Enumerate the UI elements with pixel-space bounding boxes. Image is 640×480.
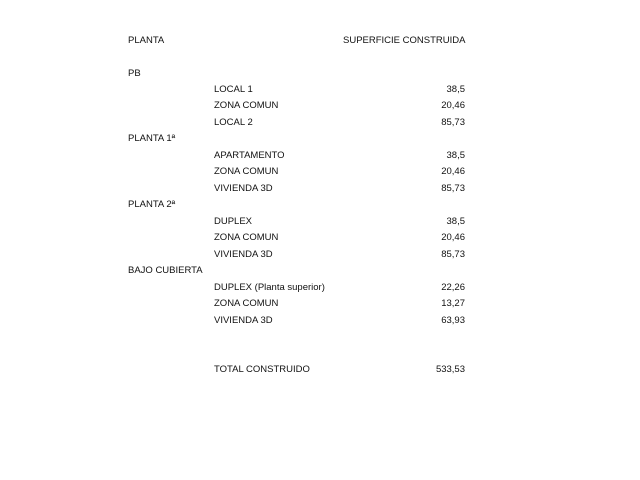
- row-value: 63,93: [441, 315, 465, 326]
- row-label: DUPLEX: [214, 216, 253, 227]
- row-value: 85,73: [441, 249, 465, 260]
- row-value: 20,46: [441, 166, 465, 177]
- row-label: VIVIENDA 3D: [214, 249, 273, 260]
- table-row: [0, 182, 640, 196]
- table-row: [0, 215, 640, 229]
- section-heading-bajo-cubierta: [0, 264, 640, 278]
- row-label: ZONA COMUN: [214, 100, 279, 111]
- section-name: PLANTA 2ª: [128, 199, 176, 210]
- table-row: [0, 314, 640, 328]
- row-value: 20,46: [441, 100, 465, 111]
- table-row: [0, 281, 640, 295]
- table-row: [0, 83, 640, 97]
- row-label: VIVIENDA 3D: [214, 183, 273, 194]
- section-heading-planta-1: [0, 132, 640, 146]
- row-value: 85,73: [441, 183, 465, 194]
- row-label: ZONA COMUN: [214, 166, 279, 177]
- section-heading-pb: [0, 67, 640, 81]
- row-value: 38,5: [446, 150, 465, 161]
- row-label: ZONA COMUN: [214, 298, 279, 309]
- table-row: [0, 231, 640, 245]
- section-name: BAJO CUBIERTA: [128, 265, 203, 276]
- row-label: LOCAL 1: [214, 84, 253, 95]
- header-planta: PLANTA: [128, 35, 165, 46]
- section-name: PLANTA 1ª: [128, 133, 176, 144]
- row-value: 22,26: [441, 282, 465, 293]
- row-value: 85,73: [441, 117, 465, 128]
- table-row: [0, 116, 640, 130]
- row-value: 38,5: [446, 84, 465, 95]
- table-row: [0, 248, 640, 262]
- row-label: LOCAL 2: [214, 117, 253, 128]
- row-label: VIVIENDA 3D: [214, 315, 273, 326]
- total-row: [0, 363, 640, 377]
- table-header: [0, 34, 640, 48]
- row-label: DUPLEX (Planta superior): [214, 282, 325, 293]
- table-row: [0, 149, 640, 163]
- section-name: PB: [128, 68, 141, 79]
- table-row: [0, 297, 640, 311]
- table-row: [0, 165, 640, 179]
- table-row: [0, 99, 640, 113]
- row-value: 13,27: [441, 298, 465, 309]
- row-value: 38,5: [446, 216, 465, 227]
- header-superficie: SUPERFICIE CONSTRUIDA: [343, 35, 466, 46]
- row-label: ZONA COMUN: [214, 232, 279, 243]
- total-label: TOTAL CONSTRUIDO: [214, 364, 310, 375]
- row-value: 20,46: [441, 232, 465, 243]
- total-value: 533,53: [435, 364, 465, 375]
- section-heading-planta-2: [0, 198, 640, 212]
- row-label: APARTAMENTO: [214, 150, 285, 161]
